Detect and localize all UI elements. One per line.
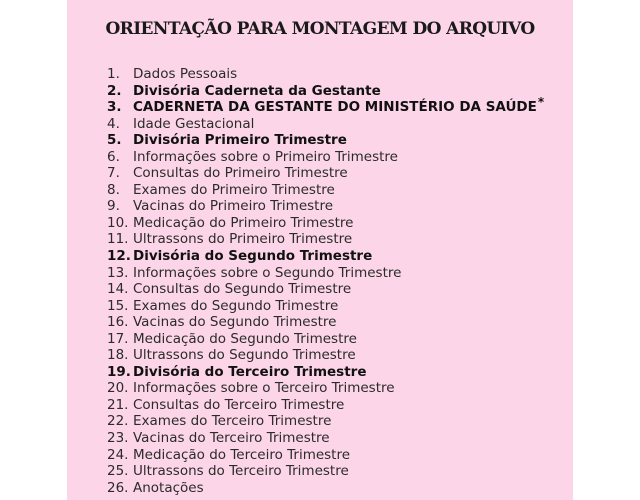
list-item-number: 4.	[107, 115, 120, 132]
list-item-number: 11.	[107, 231, 129, 248]
list-item-label: Dados Pessoais	[133, 66, 238, 82]
list-item-number: 2.	[107, 82, 122, 99]
list-item-number: 3.	[107, 99, 122, 116]
list-item	[107, 132, 544, 149]
list-item-label: Consultas do Terceiro Trimestre	[133, 396, 345, 413]
list-item-label: Informações sobre o Terceiro Trimestre	[133, 380, 395, 397]
list-item	[107, 83, 544, 100]
list-item-number: 1.	[107, 66, 120, 82]
asterisk-mark: *	[537, 95, 545, 110]
list-item	[107, 298, 544, 315]
list-item-label: Medicação do Segundo Trimestre	[133, 330, 357, 347]
list-item-number: 25.	[107, 463, 129, 480]
list-item-label: Consultas do Segundo Trimestre	[133, 281, 352, 298]
list-item	[107, 248, 544, 265]
list-item-label: Vacinas do Segundo Trimestre	[133, 314, 337, 331]
list-item-number: 18.	[107, 347, 129, 364]
list-item-number: 19.	[107, 363, 131, 380]
list-item-number: 13.	[107, 264, 129, 281]
list-item	[107, 116, 544, 133]
list-item	[107, 281, 544, 298]
list-item	[107, 95, 545, 116]
list-item	[107, 447, 544, 464]
list-item-label: Ultrassons do Primeiro Trimestre	[133, 231, 353, 248]
list-item	[107, 380, 544, 397]
list-item	[107, 364, 544, 381]
list-item-label: Exames do Terceiro Trimestre	[133, 413, 332, 430]
list-item-number: 26.	[107, 479, 129, 496]
list-item	[107, 149, 544, 166]
list-item	[107, 430, 544, 447]
list-item	[107, 198, 544, 215]
list-item-label: Medicação do Primeiro Trimestre	[133, 214, 354, 231]
list-item	[107, 413, 544, 430]
list-item-label: Divisória do Terceiro Trimestre	[133, 363, 367, 380]
list-item-label: Anotações	[133, 479, 204, 496]
list-item-number: 21.	[107, 396, 129, 413]
list-item-label: Divisória Caderneta da Gestante	[133, 82, 381, 99]
list-item	[107, 480, 544, 497]
list-item-number: 8.	[107, 181, 120, 198]
document-page	[67, 0, 573, 500]
list-item-label: Vacinas do Primeiro Trimestre	[133, 198, 334, 215]
list-item-number: 17.	[107, 330, 129, 347]
list-item	[107, 331, 544, 348]
list-item-label: Consultas do Primeiro Trimestre	[133, 165, 348, 182]
list-item	[107, 347, 544, 364]
list-item-number: 10.	[107, 214, 129, 231]
list-item-number: 24.	[107, 446, 129, 463]
list-item-label: Ultrassons do Segundo Trimestre	[133, 347, 356, 364]
list-item-label: Informações sobre o Segundo Trimestre	[133, 264, 402, 281]
list-item-number: 14.	[107, 281, 129, 298]
page-title: ORIENTAÇÃO PARA MONTAGEM DO ARQUIVO	[105, 19, 535, 39]
file-order-list	[107, 66, 544, 496]
list-item-number: 20.	[107, 380, 129, 397]
list-item	[107, 463, 544, 480]
list-item-label: Exames do Segundo Trimestre	[133, 297, 339, 314]
list-item-label: Ultrassons do Terceiro Trimestre	[133, 463, 349, 480]
list-item-label: Exames do Primeiro Trimestre	[133, 181, 335, 198]
list-item	[107, 265, 544, 282]
list-item-label: Vacinas do Terceiro Trimestre	[133, 430, 330, 447]
list-item-label: Idade Gestacional	[133, 115, 255, 132]
list-item-number: 15.	[107, 297, 129, 314]
list-item	[107, 231, 544, 248]
list-item-number: 7.	[107, 165, 120, 182]
list-item-number: 12.	[107, 248, 131, 265]
list-item	[107, 182, 544, 199]
list-item-number: 6.	[107, 148, 120, 165]
list-item-number: 23.	[107, 430, 129, 447]
list-item	[107, 165, 544, 182]
list-item-number: 16.	[107, 314, 129, 331]
list-item-label: Divisória do Segundo Trimestre	[133, 248, 373, 265]
list-item-number: 9.	[107, 198, 120, 215]
list-item-number: 22.	[107, 413, 129, 430]
list-item-label: Informações sobre o Primeiro Trimestre	[133, 148, 398, 165]
list-item-label: CADERNETA DA GESTANTE DO MINISTÉRIO DA SAÚDE	[133, 99, 537, 116]
list-item	[107, 314, 544, 331]
list-item-label: Medicação do Terceiro Trimestre	[133, 446, 351, 463]
list-item-number: 5.	[107, 132, 122, 149]
list-item	[107, 397, 544, 414]
list-item	[107, 215, 544, 232]
list-item-label: Divisória Primeiro Trimestre	[133, 132, 347, 149]
list-item	[107, 66, 544, 83]
